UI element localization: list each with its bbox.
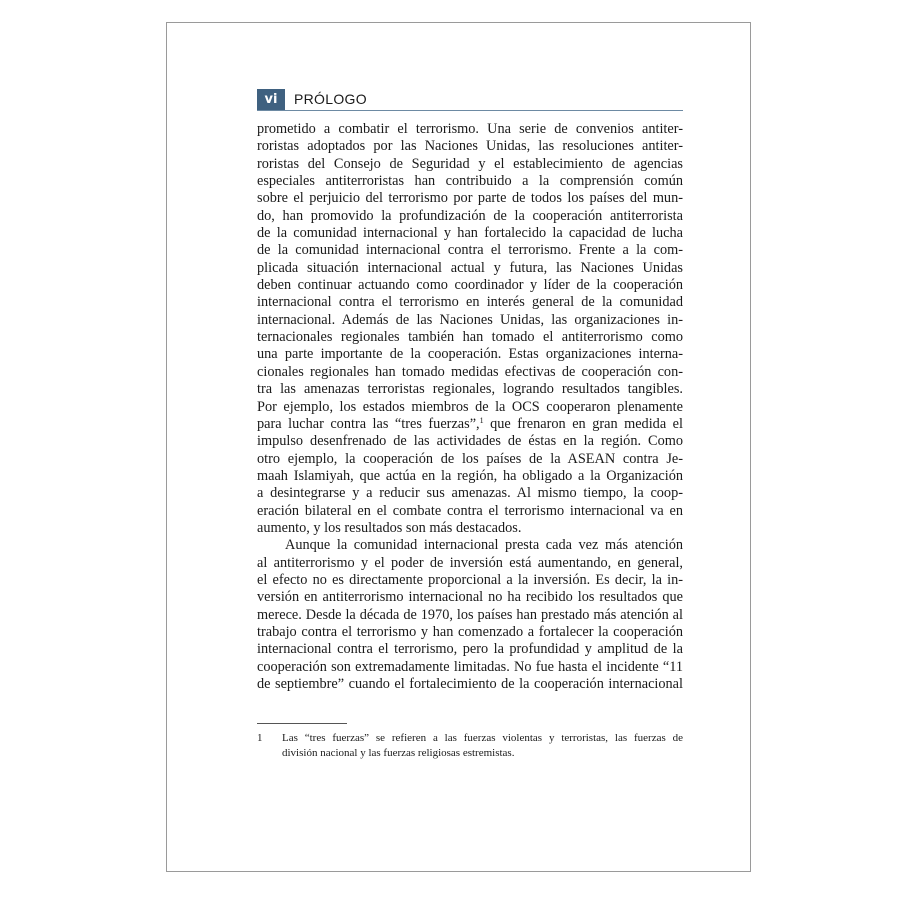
footnote-text <box>282 731 683 761</box>
text-line: eración bilateral en el combate contra el terrorismo internacional va en <box>257 502 683 519</box>
section-title: PRÓLOGO <box>294 91 367 107</box>
text-line: cionales regionales han tomado medidas efectivas de cooperación con- <box>257 363 683 380</box>
text-line: ternacionales regionales también han tomado el antiterrorismo como <box>257 329 683 346</box>
text-line: internacional. Además de las Naciones Unidas, las organizaciones in- <box>257 311 683 328</box>
text-line: internacional contra el terrorismo, pero la profundidad y amplitud de la <box>257 641 683 658</box>
text-line: el efecto no es directamente proporcional a la inversión. Es decir, la in- <box>257 571 683 588</box>
text-line: Por ejemplo, los estados miembros de la OCS cooperaron plenamente <box>257 398 683 415</box>
text-line: Aunque la comunidad internacional presta cada vez más atención <box>285 537 683 554</box>
text-line-with-footnote <box>257 416 683 433</box>
text-line: versión en antiterrorismo internacional no ha recibido los resultados que <box>257 589 683 606</box>
text-line: prometido a combatir el terrorismo. Una serie de convenios antiter- <box>257 121 683 137</box>
text-line: impulso desenfrenado de las actividades de éstas en la región. Como <box>257 433 683 450</box>
text-line: trabajo contra el terrorismo y han comenzado a fortalecer la cooperación <box>257 623 683 640</box>
text-line: internacional contra el terrorismo en interés general de la comunidad <box>257 294 683 311</box>
text-line: de la comunidad internacional y han fortalecido la capacidad de lucha <box>257 225 683 242</box>
text-line: do, han promovido la profundización de la cooperación antiterrorista <box>257 207 683 224</box>
text-line: otro ejemplo, la cooperación de los países de la ASEAN contra Je- <box>257 450 683 467</box>
text-line: merece. Desde la década de 1970, los países han prestado más atención al <box>257 606 683 623</box>
text-line: maah Islamiyah, que actúa en la región, ha obligado a la Organización <box>257 467 683 484</box>
text-line: especiales antiterroristas han contribuido a la comprensión común <box>257 173 683 190</box>
footnote <box>257 731 683 761</box>
text-line: plicada situación internacional actual y futura, las Naciones Unidas <box>257 259 683 276</box>
page-number-badge: vi <box>257 89 285 110</box>
text-segment: para luchar contra las “tres fuerzas”, <box>257 415 480 432</box>
text-line: a desintegrarse y a reducir sus amenazas. Al mismo tiempo, la coop- <box>257 485 683 502</box>
text-line: de septiembre” cuando el fortalecimiento de la cooperación internacional <box>257 676 683 692</box>
text-line: roristas del Consejo de Seguridad y el establecimiento de agencias <box>257 155 683 172</box>
footnote-line: Las “tres fuerzas” se refieren a las fuerzas violentas y terroristas, las fuerzas de <box>282 732 683 744</box>
text-line: tra las amenazas terroristas regionales, logrando resultados tangibles. <box>257 381 683 398</box>
text-line: deben continuar actuando como coordinador y líder de la cooperación <box>257 277 683 294</box>
text-segment: que frenaron en gran medida el <box>483 415 683 432</box>
page-header <box>257 89 683 111</box>
text-line: de la comunidad internacional contra el terrorismo. Frente a la com- <box>257 242 683 259</box>
text-line: sobre el perjuicio del terrorismo por parte de todos los países del mun- <box>257 190 683 207</box>
text-line: aumento, y los resultados son más destacados. <box>257 519 522 536</box>
footnote-marker[interactable]: 1 <box>479 415 484 425</box>
body-text <box>257 121 683 693</box>
book-page <box>166 22 751 872</box>
text-line: cooperación son extremadamente limitadas. No fue hasta el incidente “11 <box>257 658 683 675</box>
text-line: roristas adoptados por las Naciones Unidas, las resoluciones antiter- <box>257 138 683 155</box>
footnote-line: división nacional y las fuerzas religiosas estremistas. <box>282 747 515 759</box>
footnote-divider <box>257 723 347 724</box>
text-line: al antiterrorismo y el poder de inversión está aumentando, en general, <box>257 554 683 571</box>
footnote-number: 1 <box>257 732 263 744</box>
text-line: una parte importante de la cooperación. Estas organizaciones interna- <box>257 346 683 363</box>
